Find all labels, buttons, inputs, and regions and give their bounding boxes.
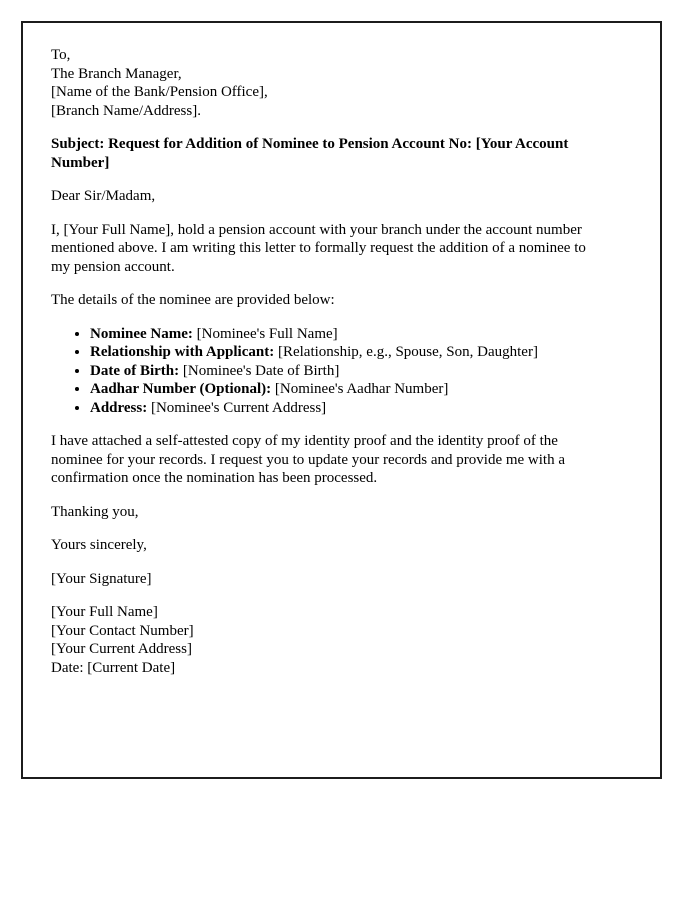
subject-text-line: Subject: Request for Addition of Nominee to Pension Account No: [Your Account <box>51 136 569 152</box>
closing-paragraph <box>51 432 622 488</box>
signature-line: [Your Contact Number] <box>51 622 194 639</box>
detail-value: [Nominee's Date of Birth] <box>182 362 340 379</box>
details-lead-text: The details of the nominee are provided below: <box>51 292 335 308</box>
paragraph-line: my pension account. <box>51 258 175 275</box>
thanking-text: Thanking you, <box>51 503 139 520</box>
thanking-line <box>51 503 622 522</box>
recipient-address-block <box>51 46 622 120</box>
signature-line: [Your Current Address] <box>51 641 192 657</box>
detail-label: Aadhar Number (Optional): <box>90 381 272 397</box>
nominee-details-list <box>51 325 622 418</box>
letter-body <box>21 21 662 779</box>
detail-label: Relationship with Applicant: <box>90 344 275 360</box>
valediction <box>51 536 622 555</box>
signature-line: Date: [Current Date] <box>51 659 176 676</box>
detail-value: [Relationship, e.g., Spouse, Son, Daughter] <box>277 344 538 360</box>
nominee-detail-item <box>90 325 622 344</box>
paragraph-line: I have attached a self-attested copy of my identity proof and the identity proof of the <box>51 433 558 449</box>
subject-text-line: Number] <box>51 154 110 171</box>
nominee-detail-item <box>90 362 622 381</box>
recipient-line: [Name of the Bank/Pension Office], <box>51 84 268 100</box>
detail-value: [Nominee's Aadhar Number] <box>274 381 449 397</box>
detail-label: Date of Birth: <box>90 362 180 379</box>
recipient-line: [Branch Name/Address]. <box>51 102 201 119</box>
salutation-text: Dear Sir/Madam, <box>51 188 156 204</box>
recipient-line: To, <box>51 47 71 63</box>
recipient-line: The Branch Manager, <box>51 65 182 82</box>
paragraph-line: I, [Your Full Name], hold a pension account with your branch under the account number <box>51 221 582 238</box>
nominee-detail-item <box>90 343 622 362</box>
detail-value: [Nominee's Current Address] <box>150 399 327 416</box>
signature-block <box>51 603 622 677</box>
signature-placeholder <box>51 570 622 589</box>
intro-paragraph <box>51 221 622 277</box>
valediction-text: Yours sincerely, <box>51 537 147 553</box>
paragraph-line: mentioned above. I am writing this letter to formally request the addition of a nominee to <box>51 240 586 256</box>
salutation <box>51 187 622 206</box>
paragraph-line: nominee for your records. I request you to update your records and provide me with a <box>51 451 566 468</box>
subject-line <box>51 135 622 172</box>
nominee-detail-item <box>90 399 622 418</box>
signature-line: [Your Full Name] <box>51 604 158 620</box>
paragraph-line: confirmation once the nomination has been processed. <box>51 470 378 486</box>
detail-label: Address: <box>90 399 148 416</box>
detail-value: [Nominee's Full Name] <box>196 325 338 342</box>
details-lead <box>51 291 622 310</box>
detail-label: Nominee Name: <box>90 325 193 342</box>
signature-placeholder-text: [Your Signature] <box>51 570 152 587</box>
nominee-detail-item <box>90 380 622 399</box>
